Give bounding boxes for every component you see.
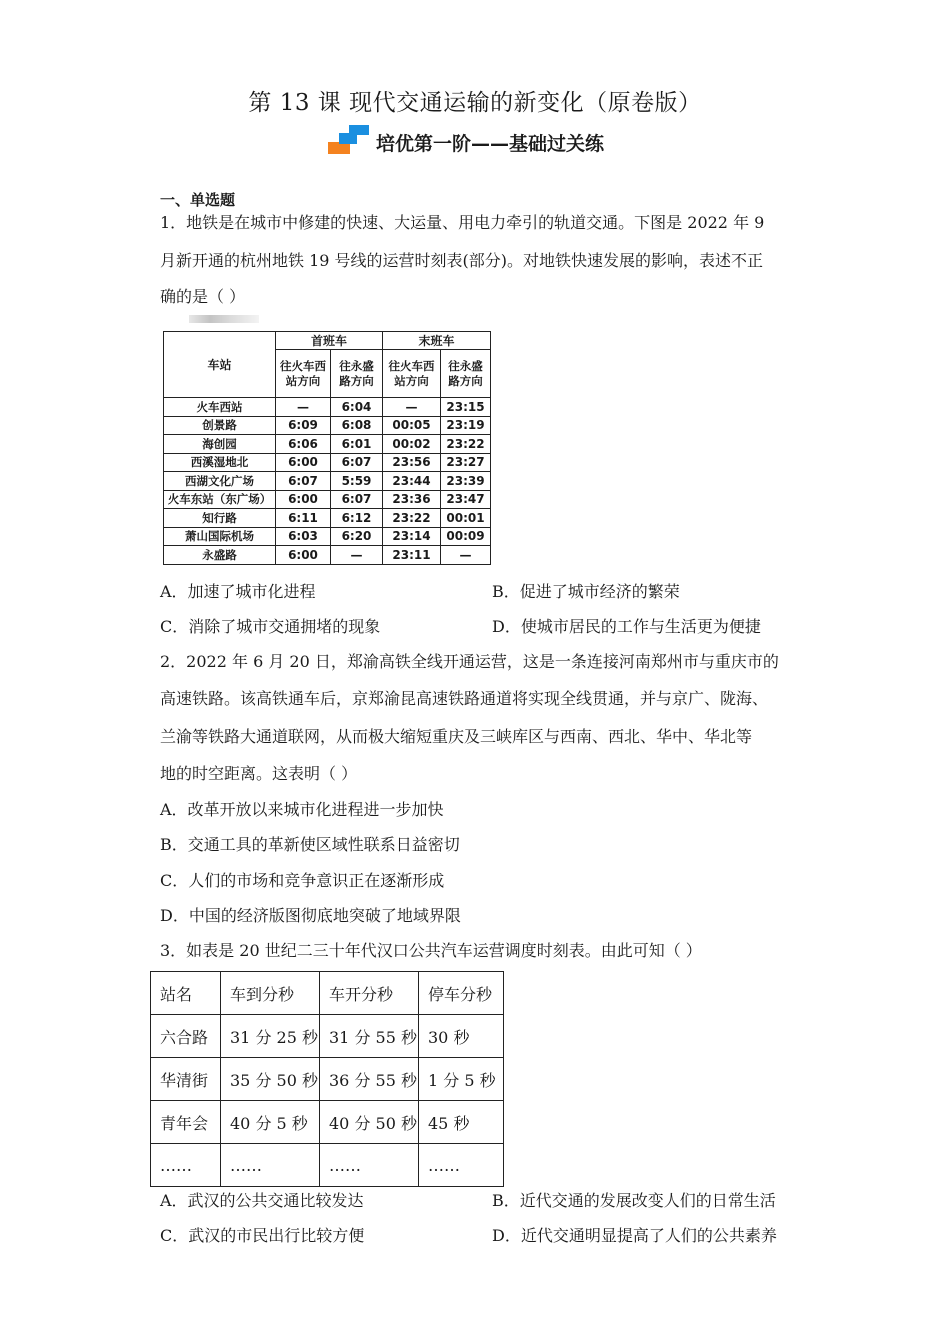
timetable-time-cell: 5:59 (331, 472, 383, 491)
subtitle-block (328, 124, 604, 160)
bus-table-row-cell: 六合路 (151, 1015, 221, 1058)
timetable-station-cell: 萧山国际机场 (164, 527, 276, 546)
timetable-time-cell: 6:07 (331, 453, 383, 472)
q3-option-d[interactable]: D．近代交通明显提高了人们的公共素养 (492, 1226, 777, 1245)
timetable-row (164, 398, 491, 417)
timetable-station-cell: 火车东站（东广场） (164, 490, 276, 509)
timetable-time-cell: 23:14 (383, 527, 441, 546)
timetable-station-cell: 永盛路 (164, 546, 276, 565)
q2-line-2: 高速铁路。该高铁通车后，京郑渝昆高速铁路通道将实现全线贯通，并与京广、陇海、 (160, 689, 769, 708)
subtitle: 培优第一阶——基础过关练 (376, 132, 605, 155)
timetable-row (164, 435, 491, 454)
bus-table-header-cell: 车开分秒 (320, 972, 419, 1015)
bus-table-row-cell: …… (151, 1144, 221, 1187)
timetable-header-station: 车站 (164, 332, 276, 398)
q2-line-4: 地的时空距离。这表明（ ） (160, 764, 358, 783)
timetable-time-cell: 6:00 (276, 546, 331, 565)
timetable-time-cell: 6:07 (276, 472, 331, 491)
timetable-row (164, 509, 491, 528)
bus-table-header-cell: 站名 (151, 972, 221, 1015)
bus-table-row-cell: …… (419, 1144, 504, 1187)
timetable-row (164, 472, 491, 491)
timetable-time-cell: 6:08 (331, 416, 383, 435)
q3-line: 3．如表是 20 世纪二三十年代汉口公共汽车运营调度时刻表。由此可知（ ） (160, 941, 702, 960)
timetable-time-cell: — (331, 546, 383, 565)
bus-table-row-cell: …… (221, 1144, 320, 1187)
timetable-row (164, 546, 491, 565)
bus-table-header-cell: 停车分秒 (419, 972, 504, 1015)
timetable-time-cell: 6:11 (276, 509, 331, 528)
q2-option-d[interactable]: D．中国的经济版图彻底地突破了地域界限 (160, 906, 461, 925)
bus-table-row-cell: 30 秒 (419, 1015, 504, 1058)
q1-option-d[interactable]: D．使城市居民的工作与生活更为便捷 (492, 617, 761, 636)
timetable-time-cell: — (383, 398, 441, 417)
bus-table-header (151, 972, 504, 1015)
timetable-time-cell: — (441, 546, 491, 565)
timetable-row (164, 527, 491, 546)
timetable-station-cell: 西溪湿地北 (164, 453, 276, 472)
timetable-dir-b-last: 往永盛路方向 (441, 350, 491, 398)
timetable-header-first: 首班车 (276, 332, 383, 350)
bus-table-row (151, 1101, 504, 1144)
timetable-dir-a-last: 往火车西站方向 (383, 350, 441, 398)
timetable-time-cell: 6:04 (331, 398, 383, 417)
bus-table-row-cell: 35 分 50 秒 (221, 1058, 320, 1101)
q1-option-b[interactable]: B．促进了城市经济的繁荣 (492, 582, 680, 601)
timetable-station-cell: 火车西站 (164, 398, 276, 417)
bus-table-row-cell: 45 秒 (419, 1101, 504, 1144)
timetable-dir-b-first: 往永盛路方向 (331, 350, 383, 398)
timetable-time-cell: 6:09 (276, 416, 331, 435)
bus-schedule-table (150, 971, 504, 1187)
timetable-row (164, 416, 491, 435)
timetable-time-cell: 23:36 (383, 490, 441, 509)
timetable-station-cell: 创景路 (164, 416, 276, 435)
timetable-time-cell: 23:56 (383, 453, 441, 472)
bus-table-row-cell: 40 分 50 秒 (320, 1101, 419, 1144)
timetable (163, 331, 491, 565)
q1-option-c[interactable]: C．消除了城市交通拥堵的现象 (160, 617, 381, 636)
bus-table-row-cell: 青年会 (151, 1101, 221, 1144)
timetable-header-last: 末班车 (383, 332, 491, 350)
timetable-time-cell: 23:27 (441, 453, 491, 472)
bus-table-row (151, 1144, 504, 1187)
q2-option-b[interactable]: B．交通工具的革新使区域性联系日益密切 (160, 835, 460, 854)
timetable-image (161, 313, 493, 565)
timetable-time-cell: 23:47 (441, 490, 491, 509)
timetable-time-cell: 23:11 (383, 546, 441, 565)
timetable-time-cell: 23:22 (383, 509, 441, 528)
timetable-time-cell: 23:39 (441, 472, 491, 491)
q3-option-c[interactable]: C．武汉的市民出行比较方便 (160, 1226, 365, 1245)
timetable-time-cell: 23:44 (383, 472, 441, 491)
q1-line-3: 确的是（ ） (160, 287, 246, 306)
bus-table-row-cell: …… (320, 1144, 419, 1187)
timetable-time-cell: 23:19 (441, 416, 491, 435)
timetable-time-cell: 23:22 (441, 435, 491, 454)
timetable-time-cell: 6:01 (331, 435, 383, 454)
page-title: 第 13 课 现代交通运输的新变化（原卷版） (248, 90, 702, 116)
timetable-time-cell: 6:20 (331, 527, 383, 546)
q1-option-a[interactable]: A．加速了城市化进程 (160, 582, 316, 601)
timetable-time-cell: 23:15 (441, 398, 491, 417)
bus-table-row-cell: 40 分 5 秒 (221, 1101, 320, 1144)
timetable-time-cell: 6:12 (331, 509, 383, 528)
bus-table-row-cell: 华清街 (151, 1058, 221, 1101)
q2-line-1: 2．2022 年 6 月 20 日，郑渝高铁全线开通运营，这是一条连接河南郑州市与重庆市的 (160, 652, 779, 671)
timetable-station-cell: 海创园 (164, 435, 276, 454)
q1-line-2: 月新开通的杭州地铁 19 号线的运营时刻表(部分)。对地铁快速发展的影响，表述不正 (160, 251, 764, 270)
bus-table-header-cell: 车到分秒 (221, 972, 320, 1015)
timetable-time-cell: 00:02 (383, 435, 441, 454)
timetable-time-cell: — (276, 398, 331, 417)
section-heading: 一、单选题 (160, 191, 236, 209)
timetable-time-cell: 6:00 (276, 490, 331, 509)
timetable-row (164, 453, 491, 472)
timetable-time-cell: 6:07 (331, 490, 383, 509)
timetable-dir-a-first: 往火车西站方向 (276, 350, 331, 398)
bus-table-row (151, 1058, 504, 1101)
stairs-logo-icon (328, 125, 372, 159)
q2-option-a[interactable]: A．改革开放以来城市化进程进一步加快 (160, 800, 444, 819)
bus-table-row-cell: 1 分 5 秒 (419, 1058, 504, 1101)
q3-option-a[interactable]: A．武汉的公共交通比较发达 (160, 1191, 364, 1210)
bus-table-row-cell: 31 分 55 秒 (320, 1015, 419, 1058)
bus-table-row-cell: 31 分 25 秒 (221, 1015, 320, 1058)
timetable-time-cell: 00:09 (441, 527, 491, 546)
timetable-time-cell: 00:01 (441, 509, 491, 528)
q1-line-1: 1．地铁是在城市中修建的快速、大运量、用电力牵引的轨道交通。下图是 2022 年 9 (160, 213, 765, 232)
timetable-time-cell: 6:06 (276, 435, 331, 454)
q3-option-b[interactable]: B．近代交通的发展改变人们的日常生活 (492, 1191, 776, 1210)
timetable-time-cell: 00:05 (383, 416, 441, 435)
q2-option-c[interactable]: C．人们的市场和竞争意识正在逐渐形成 (160, 871, 445, 890)
timetable-station-cell: 西湖文化广场 (164, 472, 276, 491)
timetable-time-cell: 6:03 (276, 527, 331, 546)
bus-table-row (151, 1015, 504, 1058)
timetable-row (164, 490, 491, 509)
timetable-station-cell: 知行路 (164, 509, 276, 528)
timetable-time-cell: 6:00 (276, 453, 331, 472)
bus-table-row-cell: 36 分 55 秒 (320, 1058, 419, 1101)
q2-line-3: 兰渝等铁路大通道联网，从而极大缩短重庆及三峡库区与西南、西北、华中、华北等 (160, 727, 753, 746)
